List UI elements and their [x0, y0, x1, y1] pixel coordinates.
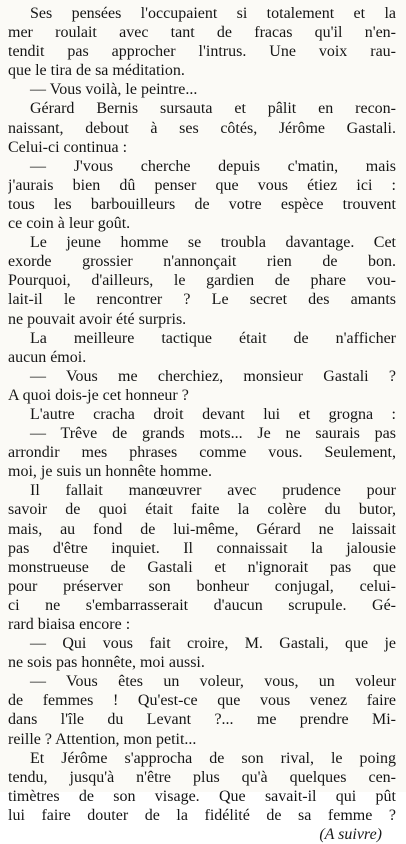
- text-line: exorde grossier n'annonçait rien de bon.: [8, 253, 396, 271]
- to-be-continued-note: (A suivre): [319, 826, 382, 844]
- text-line: — Vous voilà, le peintre...: [30, 81, 198, 99]
- text-line: La meilleure tactique était de n'afficher: [30, 329, 396, 347]
- text-line: Ses pensées l'occupaient si totalement et la: [30, 5, 396, 22]
- text-line: aucun émoi.: [8, 348, 87, 366]
- text-line: j'aurais bien dû penser que vous étiez ici :: [8, 176, 396, 194]
- text-line: pas d'être inquiet. Il connaissait la jalousie: [8, 539, 396, 557]
- text-line: Il fallait manœuvrer avec prudence pour: [30, 482, 396, 500]
- text-line: monstrueuse de Gastali et n'ignorait pas que: [8, 558, 396, 576]
- text-line: ne pouvait avoir été surpris.: [8, 310, 187, 328]
- text-line: naissant, debout à ses côtés, Jérôme Gastali.: [8, 119, 396, 137]
- text-line: — Vous êtes un voleur, vous, un voleur: [30, 673, 396, 691]
- text-line: tous les barbouilleurs de votre espèce trouvent: [8, 195, 396, 213]
- text-line: — J'vous cherche depuis c'matin, mais: [30, 157, 396, 175]
- text-line: L'autre cracha droit devant lui et grogna :: [30, 405, 396, 423]
- text-line: rard biaisa encore :: [8, 616, 131, 633]
- text-line: tendit pas approcher l'intrus. Une voix rau-: [8, 43, 396, 61]
- text-line: — Vous me cherchiez, monsieur Gastali ?: [30, 367, 396, 385]
- text-line: A quoi dois-je cet honneur ?: [8, 386, 189, 404]
- text-line: Gérard Bernis sursauta et pâlit en recon-: [30, 100, 396, 118]
- text-line: — Trêve de grands mots... Je ne saurais pas: [30, 425, 396, 443]
- text-line: ce coin à leur goût.: [8, 215, 131, 233]
- text-line: Et Jérôme s'approcha de son rival, le poing: [30, 749, 396, 767]
- text-line: reille ? Attention, mon petit...: [8, 730, 197, 748]
- text-line: mais, au fond de lui-même, Gérard ne laissait: [8, 520, 396, 538]
- serial-story-column: [8, 4, 396, 825]
- text-line: dans l'île du Levant ?... me prendre Mi-: [8, 711, 396, 729]
- text-line: que le tira de sa méditation.: [8, 62, 185, 80]
- text-line: mer roulait avec tant de fracas qu'il n'en-: [8, 24, 396, 42]
- text-line: pour préserver son bonheur conjugal, celui-: [8, 577, 396, 595]
- text-line: Le jeune homme se troubla davantage. Cet: [30, 234, 396, 252]
- text-line: ci ne s'embarrasserait d'aucun scrupule. Gé-: [8, 596, 396, 614]
- text-line: ne sois pas honnête, moi aussi.: [8, 654, 205, 672]
- text-line: — Qui vous fait croire, M. Gastali, que je: [30, 635, 396, 653]
- text-line: de femmes ! Qu'est-ce que vous venez faire: [8, 692, 396, 710]
- text-line: savoir de quoi était faite la colère du butor,: [8, 501, 396, 519]
- text-line: arrondir mes phrases comme vous. Seulement,: [8, 444, 396, 462]
- text-line: timètres de son visage. Que savait-il qui pût: [8, 787, 396, 805]
- text-line: tendu, jusqu'à n'être plus qu'à quelques cen-: [8, 768, 396, 786]
- text-line: lui faire douter de la fidélité de sa femme ?: [8, 806, 396, 824]
- text-line: lait-il le rencontrer ? Le secret des amants: [8, 291, 396, 309]
- text-line: moi, je suis un honnête homme.: [8, 463, 212, 481]
- text-line: Celui-ci continua :: [8, 138, 128, 156]
- text-line: Pourquoi, d'ailleurs, le gardien de phare vou-: [8, 272, 396, 290]
